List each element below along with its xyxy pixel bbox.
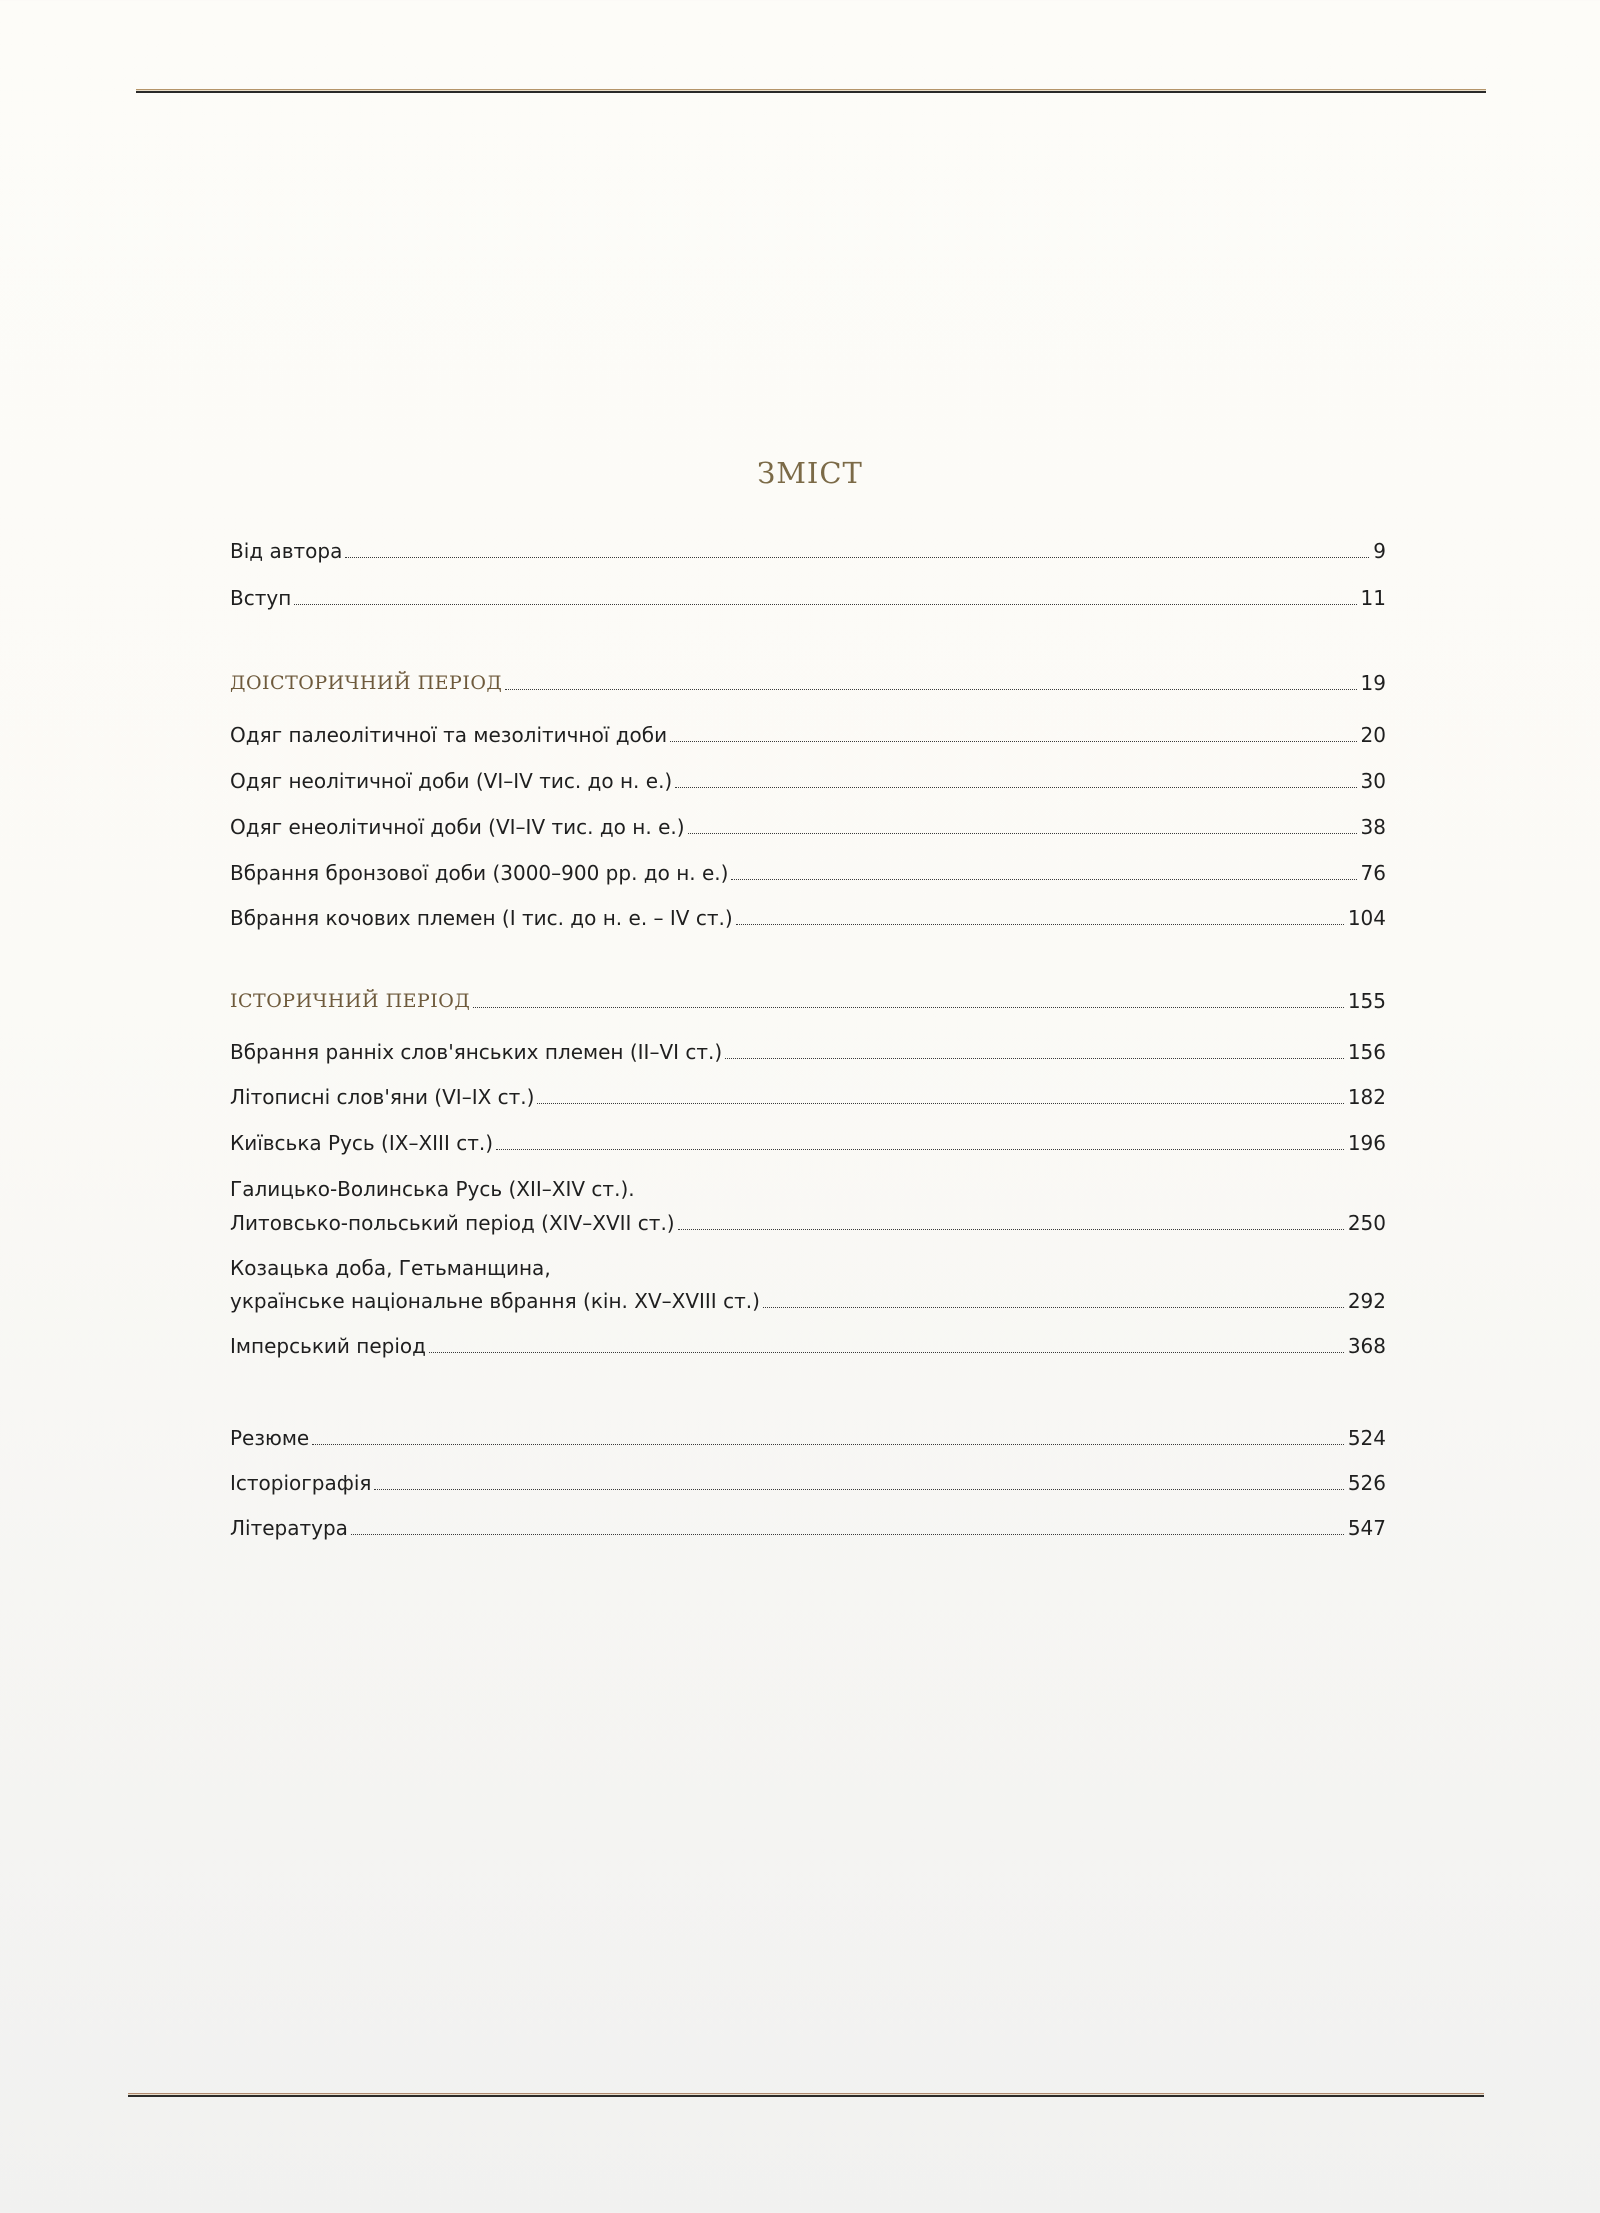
toc-entry[interactable] [230,1039,1386,1065]
toc-entry-page: 19 [1360,671,1386,695]
toc-entry[interactable] [230,1255,1386,1290]
toc-entry-page: 156 [1347,1040,1386,1064]
dot-leader [294,604,1356,605]
toc-entry[interactable] [230,1470,1386,1496]
toc-entry-page: 292 [1347,1289,1386,1313]
toc-section-label: ДОІСТОРИЧНИЙ ПЕРІОД [230,672,503,694]
dot-leader [505,689,1356,690]
toc-entry-page: 368 [1347,1334,1386,1358]
toc-entry-label: Одяг енеолітичної доби (VI–IV тис. до н. е.) [230,815,685,839]
toc-entry[interactable] [230,860,1386,886]
toc-entry-label-block [230,1255,551,1290]
toc-entry-label: Вступ [230,586,292,610]
toc-entry-page: 30 [1360,769,1386,793]
toc-entry-label: Вбрання кочових племен (І тис. до н. е. – IV ст.) [230,906,733,930]
toc-entry[interactable] [230,905,1386,931]
toc-entry[interactable] [230,1333,1386,1359]
toc-entry-label: Резюме [230,1426,310,1450]
dot-leader [725,1058,1344,1059]
toc-entry-page: 11 [1360,586,1386,610]
toc-entry-label: Вбрання ранніх слов'янських племен (II–VI ст.) [230,1040,723,1064]
toc-entry-label-line2: українське національне вбрання (кін. XV–XVIII ст.) [230,1289,760,1313]
toc-entry[interactable] [230,538,1386,564]
dot-leader [429,1352,1344,1353]
toc-entry-continuation[interactable] [230,1210,1386,1236]
toc-entry-label: Одяг палеолітичної та мезолітичної доби [230,723,668,747]
toc-entry-label: Від автора [230,539,343,563]
toc-section-heading[interactable] [230,988,1386,1014]
toc-entry-label: Література [230,1516,348,1540]
dot-leader [496,1149,1344,1150]
bottom-rule [128,2093,1484,2097]
toc-entry[interactable] [230,1176,1386,1211]
toc-entry-label: Імперський період [230,1334,426,1358]
toc-entry-label-line1: Галицько-Волинська Русь (XII–XIV ст.). [230,1177,635,1201]
toc-entry-label: Одяг неолітичної доби (VI–IV тис. до н. е.) [230,769,673,793]
dot-leader [473,1007,1343,1008]
toc-entry-page: 547 [1347,1516,1386,1540]
page-title: ЗМІСТ [757,456,863,490]
toc-section-heading[interactable] [230,670,1386,696]
dot-leader [731,879,1356,880]
toc-entry-label-block [230,1176,635,1211]
toc-entry[interactable] [230,814,1386,840]
toc-entry[interactable] [230,1084,1386,1110]
toc-entry-page: 9 [1373,539,1386,563]
toc-entry-page: 76 [1360,861,1386,885]
dot-leader [678,1229,1344,1230]
dot-leader [537,1103,1343,1104]
dot-leader [312,1444,1344,1445]
toc-entry-page: 524 [1347,1426,1386,1450]
toc-entry-label-line1: Козацька доба, Гетьманщина, [230,1256,551,1280]
toc-section-label: ІСТОРИЧНИЙ ПЕРІОД [230,990,471,1012]
toc-entry-page: 196 [1347,1131,1386,1155]
toc-entry[interactable] [230,585,1386,611]
toc-entry-page: 155 [1347,989,1386,1013]
toc-entry-page: 38 [1360,815,1386,839]
dot-leader [763,1307,1344,1308]
toc-entry[interactable] [230,1425,1386,1451]
toc-entry-label: Вбрання бронзової доби (3000–900 рр. до н. е.) [230,861,729,885]
toc-entry-page: 20 [1360,723,1386,747]
toc-entry-continuation[interactable] [230,1288,1386,1314]
dot-leader [688,833,1357,834]
dot-leader [345,557,1369,558]
dot-leader [351,1534,1344,1535]
dot-leader [675,787,1356,788]
toc-entry-label-line2: Литовсько-польський період (XIV–XVII ст.) [230,1211,675,1235]
toc-entry-label: Літописні слов'яни (VI–IX ст.) [230,1085,535,1109]
toc-entry-label: Історіографія [230,1471,372,1495]
toc-entry[interactable] [230,1515,1386,1541]
toc-entry[interactable] [230,722,1386,748]
top-rule [136,89,1486,93]
toc-entry-page: 104 [1347,906,1386,930]
toc-entry-page: 526 [1347,1471,1386,1495]
toc-entry[interactable] [230,1130,1386,1156]
dot-leader [670,741,1356,742]
toc-entry-page: 250 [1347,1211,1386,1235]
toc-entry[interactable] [230,768,1386,794]
dot-leader [374,1489,1343,1490]
toc-entry-label: Київська Русь (IX–XIII ст.) [230,1131,494,1155]
toc-entry-page: 182 [1347,1085,1386,1109]
dot-leader [736,924,1344,925]
